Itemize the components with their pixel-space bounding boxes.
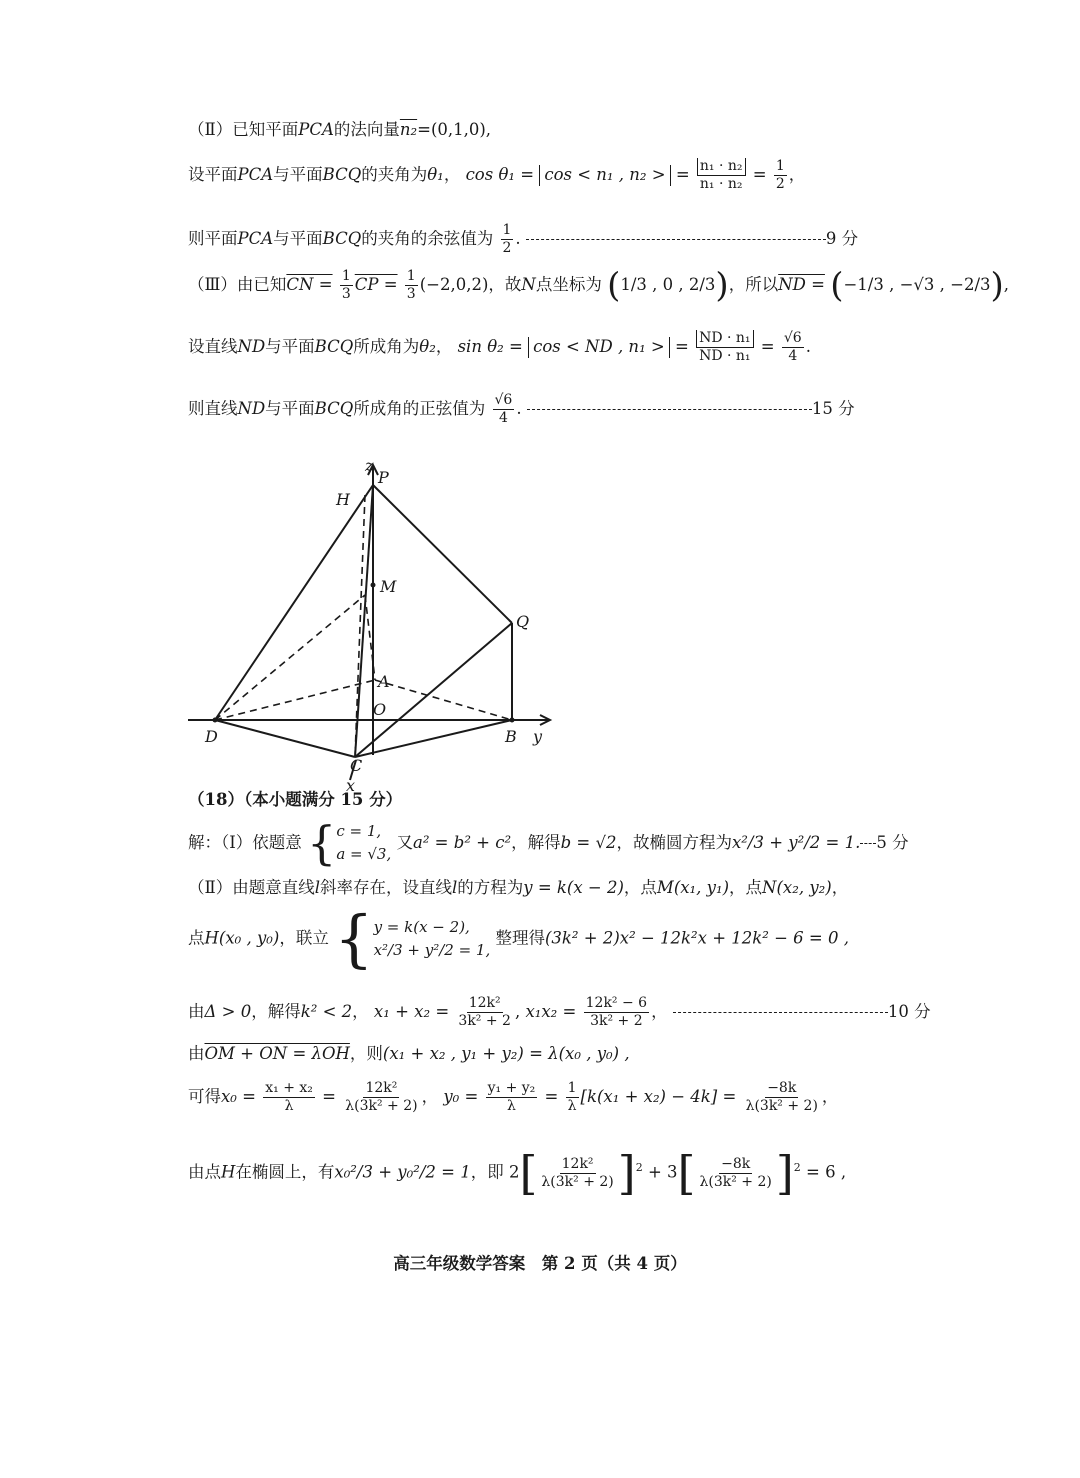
fraction-sum: $\frac{\text{12k²}}{\text{3k² + 2}}$	[458, 995, 511, 1029]
fraction-one-over-lambda: $\frac{1}{\lambda}$	[567, 1080, 577, 1114]
fraction-third-2: $\frac{1}{3}$	[406, 268, 416, 302]
fraction-half: $\frac{1}{2}$	[775, 158, 785, 192]
solution-line-2: 设平面PCA与平面BCQ的夹角为θ₁， cos θ₁ = cos < n₁ , n₂ > = $\frac{\text{n₁ · n₂}}{\text{n₁ · n₂}}$ = $\frac{1}{2}$ ，	[188, 158, 806, 192]
fraction-root6-answer: $\frac{√6}{4}$	[494, 392, 513, 426]
fraction-root6-4: $\frac{√6}{4}$	[783, 330, 802, 364]
solution-line-10: 由Δ > 0，解得k² < 2， x₁ + x₂ = $\frac{\text{12k²}}{\text{3k² + 2}}$ , x₁x₂ = $\frac{\text{12k² − 6}}{\text{3k² + 2}}$ ， 10 分	[188, 995, 931, 1029]
solution-line-7: 解：（Ⅰ）依题意 { c = 1, a = √3, 又a² = b² + c²，解得b = √2，故椭圆方程为x²/3 + y²/2 = 1. 5 分	[188, 816, 909, 871]
fraction-x0-2: $\frac{\text{12k²}}{\text{λ(3k² + 2)}}$	[345, 1080, 418, 1114]
solution-line-13: 由点H在椭圆上，有x₀²/3 + y₀²/2 = 1，即 2[ $\frac{\text{12k²}}{\text{λ(3k² + 2)}}$ ]$^2$ + 3[ $\frac{-8k}{\text{λ(3k² + 2)}}$ ]$^2$ = 6 ,	[188, 1146, 847, 1200]
point-M	[371, 583, 376, 588]
solution-line-4: （Ⅲ）由已知CN = $\frac{1}{3}$ CP = $\frac{1}{3}$ (−2,0,2)，故N点坐标为 (1/3 , 0 , 2/3)，所以ND = (−1/3 , −√3 , −2/3),	[188, 265, 1010, 306]
solution-line-11: 由OM + ON = λOH，则(x₁ + x₂ , y₁ + y₂) = λ(x₀ , y₀) ,	[188, 1044, 630, 1063]
question-18-heading: （18）（本小题满分 15 分）	[188, 790, 403, 809]
solution-line-3: 则平面PCA与平面BCQ的夹角的余弦值为 $\frac{1}{2}$ . 9 分	[188, 222, 859, 256]
solution-line-1: （Ⅱ）已知平面PCA的法向量n₂=(0,1,0),	[188, 120, 492, 139]
fraction-prod: $\frac{\text{12k² − 6}}{\text{3k² + 2}}$	[585, 995, 648, 1029]
label-x: x	[346, 776, 356, 795]
system-brace-2: { y = k(x − 2), x²/3 + y²/2 = 1,	[334, 902, 491, 975]
score-leader-2	[527, 409, 812, 410]
fraction-final-2: $\frac{-8k}{\text{λ(3k² + 2)}}$	[699, 1155, 772, 1190]
solution-line-8: （Ⅱ）由题意直线l斜率存在，设直线l的方程为y = k(x − 2)，点M(x₁, y₁)，点N(x₂, y₂)，	[188, 878, 849, 897]
label-O: O	[373, 700, 387, 719]
fraction-sin: $\frac{\text{ND · n₁}}{\text{ND · n₁}}$	[696, 330, 753, 365]
label-B: B	[505, 727, 517, 746]
score-leader	[526, 239, 826, 240]
label-P: P	[378, 468, 389, 487]
label-A: A	[378, 672, 390, 691]
point-D	[213, 718, 218, 723]
geometry-figure	[180, 455, 560, 795]
label-y: y	[533, 727, 543, 746]
edge-CB	[355, 720, 512, 757]
solution-line-6: 则直线ND与平面BCQ所成角的正弦值为 $\frac{√6}{4}$ . 15 分	[188, 392, 855, 426]
label-H: H	[336, 490, 350, 509]
label-M: M	[380, 577, 397, 596]
label-D: D	[205, 727, 218, 746]
label-Q: Q	[516, 612, 530, 631]
solution-line-12: 可得x₀ = $\frac{\text{x₁ + x₂}}{\lambda}$ = $\frac{\text{12k²}}{\text{λ(3k² + 2)}}$ ， y₀ = $\frac{\text{y₁ + y₂}}{\lambda}$ = $\frac{1}{\lambda}$ [k(x₁ + x₂) − 4k] = $\frac{-8k}{\text{λ(3k² + 2)}}$ ，	[188, 1080, 839, 1114]
fraction-cos: $\frac{\text{n₁ · n₂}}{\text{n₁ · n₂}}$	[697, 158, 746, 193]
edge-DC	[215, 720, 355, 757]
point-B	[510, 718, 515, 723]
fraction-final-1: $\frac{\text{12k²}}{\text{λ(3k² + 2)}}$	[541, 1155, 614, 1190]
fraction-third: $\frac{1}{3}$	[341, 268, 351, 302]
fraction-y0-2: $\frac{-8k}{\text{λ(3k² + 2)}}$	[745, 1080, 818, 1114]
solution-line-5: 设直线ND与平面BCQ所成角为θ₂， sin θ₂ = cos < ND , n₁ > = $\frac{\text{ND · n₁}}{\text{ND · n₁}}$ = $\frac{√6}{4}$ .	[188, 330, 811, 364]
score-leader-4	[673, 1012, 888, 1013]
edge-DP	[215, 485, 373, 720]
solution-line-9: 点H(x₀ , y₀)，联立 { y = k(x − 2), x²/3 + y²/2 = 1, 整理得(3k² + 2)x² − 12k²x + 12k² − 6 = 0 ,	[188, 902, 849, 975]
page-footer: 高三年级数学答案 第 2 页（共 4 页）	[393, 1254, 687, 1273]
fraction-y0: $\frac{\text{y₁ + y₂}}{\lambda}$	[487, 1080, 536, 1114]
label-C: C	[350, 756, 363, 775]
abs-sin: cos < ND , n₁ >	[528, 337, 670, 358]
fraction-half-answer: $\frac{1}{2}$	[502, 222, 512, 256]
edge-AB	[375, 680, 512, 720]
score-leader-3	[860, 843, 876, 844]
label-z: z	[365, 456, 374, 475]
fraction-x0: $\frac{\text{x₁ + x₂}}{\lambda}$	[265, 1080, 313, 1114]
edge-PQ	[373, 485, 512, 623]
abs-cos: cos < n₁ , n₂ >	[539, 165, 670, 186]
system-brace-1: { c = 1, a = √3,	[307, 816, 392, 871]
